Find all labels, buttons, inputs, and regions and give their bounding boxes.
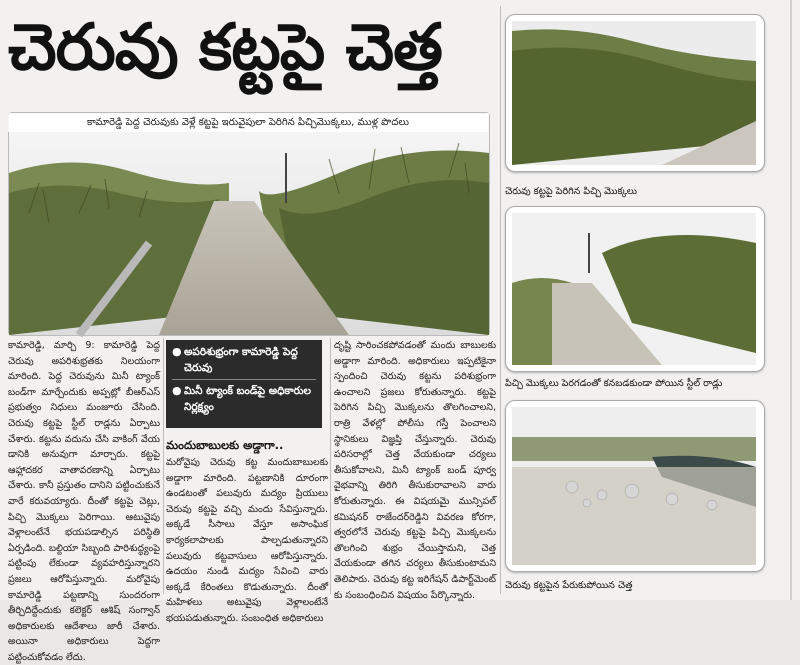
article-column-2-text: మరోవైపు చెరువు కట్ట మందుబాబులకు అడ్డాగా మారింది. పట్టణానికి దూరంగా ఉండటంతో పలువురు మద్యం ప్రియులు చెరువు కట్టపై వచ్చి మందు సేవిస్తున్నారు. అక్కడే సీసాలు వేస్తూ అసాంఘిక కార్యకలాపాలకు పాల్పడుతున్నారని పలువురు కట్టవాసులు ఆరోపిస్తున్నారు. ఉదయం నుండి మద్యం సేవించి వారు అక్కడే కేరింతలు కొడుతున్నారు. దీంతో మహిళలు అటువైపు వెళ్లాలంటేనే భయపడుతున్నారు. సంబంధిత అధికారులు	[166, 457, 328, 624]
side-photo-card-2	[505, 206, 765, 372]
side-photo-2	[512, 213, 756, 365]
highlight-item-1	[172, 344, 316, 376]
side-photo-card-3	[505, 400, 765, 572]
highlight-item-2-text: మినీ ట్యాంక్ బండ్‌పై అధికారుల నిర్లక్ష్యం	[184, 385, 311, 413]
main-photo-illustration	[9, 113, 489, 335]
column-rule	[500, 6, 501, 594]
column-rule	[330, 338, 331, 594]
bullet-icon: ●	[172, 384, 182, 397]
article-column-1	[8, 338, 160, 663]
main-photo-caption: కామారెడ్డి పెద్ద చెరువుకు వెళ్లే కట్టపై ఇరువైపులా పెరిగిన పిచ్చిమొక్కలు, ముళ్ల పొదలు	[8, 114, 488, 132]
page-edge-rule	[790, 0, 792, 600]
side-photo-3-illustration	[512, 407, 756, 565]
main-photo-path-with-bushes	[8, 112, 490, 336]
article-subhead: మందుబాబులకు అడ్డాగా..	[166, 438, 284, 452]
headline: చెరువు కట్టపై చెత్త	[8, 10, 442, 85]
article-column-3-text: దృష్టి సారించకపోవడంతో మందు బాబులకు అడ్డాగా మారింది. అధికారులు ఇప్పటికైనా స్పందించి చెరువు కట్టను పరిశుభ్రంగా ఉంచాలని ప్రజలు కోరుతున్నారు. కట్టపై పెరిగిన పిచ్చి మొక్కలను తొలగించాలని, రాత్రి వేళల్లో పోలీసు గస్తీ పెంచాలని స్థానికులు విజ్ఞప్తి చేస్తున్నారు. చెరువు పరిసరాల్లో చెత్త వేయకుండా చర్యలు తీసుకోవాలని, మినీ ట్యాంక్ బండ్ పూర్వ వైభవాన్ని తిరిగి తీసుకురావాలని వారు కోరుతున్నారు. ఈ విషయమై మున్సిపల్ కమిషనర్ రాజేందర్‌రెడ్డిని వివరణ కోరగా, త్వరలోనే చెరువు కట్టపై పిచ్చి మొక్కలను తొలగించి శుభ్రం చేయిస్తామని, చెత్త వేయకుండా తగిన చర్యలు తీసుకుంటామని తెలిపారు. చెరువు కట్ట ఇరిగేషన్ డిపార్ట్‌మెంట్ కు సంబంధించిన విషయం పేర్కొన్నారు.	[334, 340, 496, 601]
bullet-icon: ●	[172, 345, 182, 358]
side-photo-3	[512, 407, 756, 565]
highlight-box	[166, 340, 322, 428]
column-rule	[163, 338, 164, 594]
side-photo-1	[512, 21, 756, 165]
side-photo-2-illustration	[512, 213, 756, 365]
side-photo-1-illustration	[512, 21, 756, 165]
highlight-item-2	[172, 383, 316, 415]
side-photo-3-caption: చెరువు కట్టపైన పేరుకుపోయిన చెత్త	[505, 580, 633, 591]
article-column-3	[334, 338, 496, 601]
side-photo-1-caption: చెరువు కట్టపై పెరిగిన పిచ్చి మొక్కలు	[505, 186, 637, 197]
side-photo-card-1	[505, 14, 765, 172]
article-column-2	[166, 455, 328, 624]
side-photo-2-caption: పిచ్చి మొక్కలు పెరగడంతో కనబడకుండా పోయిన స్టీల్ రాడ్లు	[505, 378, 723, 389]
highlight-item-1-text: అపరిశుభ్రంగా కామారెడ్డి పెద్ద చెరువు	[184, 346, 298, 374]
article-column-1-text: కామారెడ్డి, మార్చి 9: కామారెడ్డి పెద్ద చెరువు అపరిశుభ్రతకు నిలయంగా మారింది. పెద్ద చెరువును మినీ ట్యాంక్ బండ్‌గా మార్చేందుకు అప్పట్లో బీఆర్ఎస్ ప్రభుత్వం నిధులు మంజూరు చేసింది. చెరువు కట్టపై స్టీల్ రాడ్లను ఏర్పాటు చేశారు. కట్టను వదును చేసి వాకింగ్ వేయ డానికి అనువుగా మార్చారు. కట్టపై ఆహ్లాదకర వాతావరణాన్ని ఏర్పాటు చేశారు. కానీ ప్రస్తుతం దానిని పట్టించుకునే వారే కరువయ్యారు. దీంతో కట్టపై చెట్లు, పిచ్చి మొక్కలు పెరిగాయి. ఆటువైపు వెళ్లాలంటేనే భయపడాల్సిన పరిస్థితి ఏర్పడింది. బల్దియా సిబ్బంది పారిశుద్ధ్యంపై పట్టింపు లేకుండా వ్యవహరిస్తున్నారని ప్రజలు ఆరోపిస్తున్నారు. మరోవైపు కామారెడ్డి పట్టణాన్ని సుందరంగా తీర్చిదిద్దేందుకు కలెక్టర్ ఆశిష్ సంగ్వాన్ అధికారులకు ఆదేశాలు జారీ చేశారు. అయినా అధికారులు పెద్దగా పట్టించుకోవడం లేదు.	[8, 340, 160, 663]
highlight-divider	[172, 379, 316, 380]
